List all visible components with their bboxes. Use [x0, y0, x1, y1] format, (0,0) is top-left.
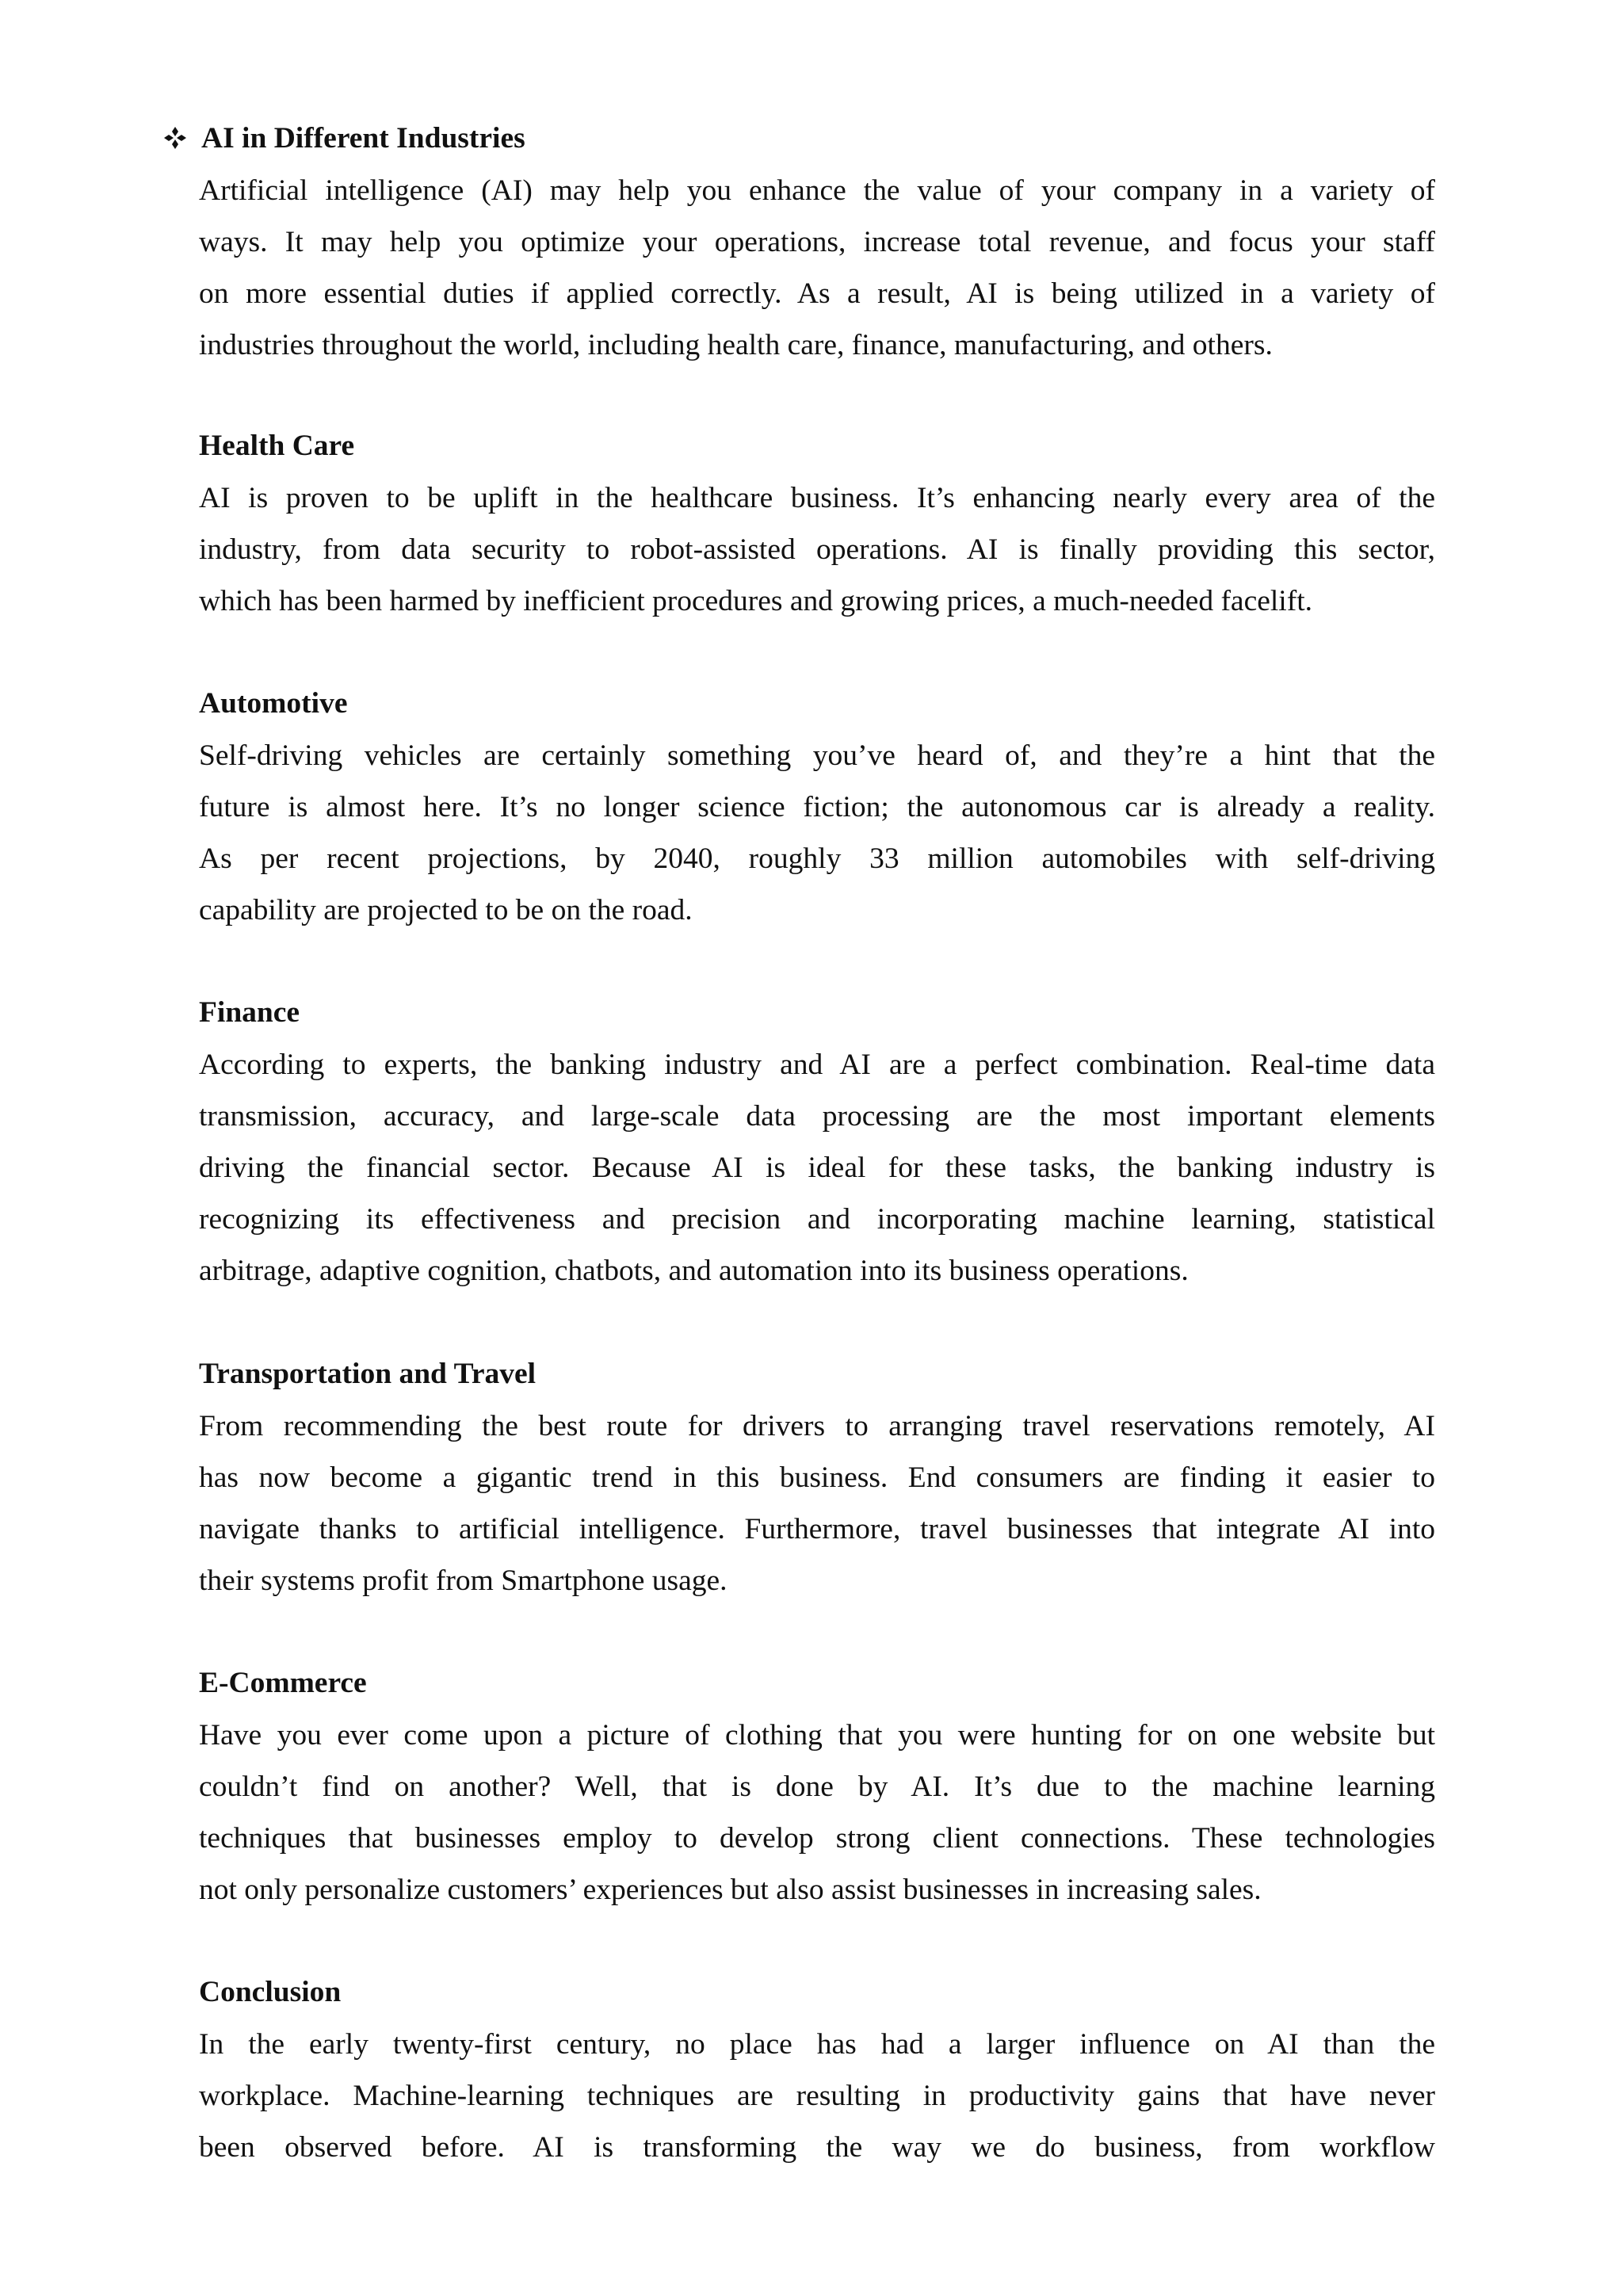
- section-title-health-care: Health Care: [199, 430, 355, 462]
- body-line: arbitrage, adaptive cognition, chatbots, and automation into its business operations.: [199, 1255, 1189, 1287]
- body-line: Self-driving vehicles are certainly something you’ve heard of, and they’re a hint that the: [199, 739, 1435, 772]
- main-heading-text: AI in Different Industries: [201, 121, 525, 155]
- intro-line: industries throughout the world, including health care, finance, manufacturing, and others.: [199, 329, 1273, 361]
- section-body-health-care: [199, 472, 1435, 627]
- body-line: couldn’t find on another? Well, that is done by AI. It’s due to the machine learning: [199, 1771, 1435, 1803]
- body-line: AI is proven to be uplift in the healthcare business. It’s enhancing nearly every area of the: [199, 482, 1435, 514]
- body-line: not only personalize customers’ experiences but also assist businesses in increasing sales.: [199, 1874, 1262, 1906]
- body-line: been observed before. AI is transforming the way we do business, from workflow: [199, 2131, 1435, 2164]
- body-line: which has been harmed by inefficient procedures and growing prices, a much-needed facelift.: [199, 585, 1312, 617]
- section-title-conclusion: Conclusion: [199, 1976, 342, 2008]
- body-line: recognizing its effectiveness and precision and incorporating machine learning, statistical: [199, 1203, 1435, 1236]
- section-body-conclusion: [199, 2019, 1435, 2173]
- intro-line: on more essential duties if applied correctly. As a result, AI is being utilized in a variety of: [199, 277, 1435, 310]
- body-line: driving the financial sector. Because AI is ideal for these tasks, the banking industry is: [199, 1152, 1435, 1184]
- body-line: their systems profit from Smartphone usage.: [199, 1564, 727, 1597]
- body-line: Have you ever come upon a picture of clothing that you were hunting for on one website but: [199, 1719, 1435, 1752]
- main-heading: [162, 116, 1445, 160]
- section-title-automotive: Automotive: [199, 687, 348, 720]
- section-title-finance: Finance: [199, 996, 300, 1029]
- body-line: navigate thanks to artificial intelligence. Furthermore, travel businesses that integrate AI into: [199, 1513, 1435, 1545]
- body-line: future is almost here. It’s no longer science fiction; the autonomous car is already a reality.: [199, 791, 1435, 823]
- section-body-transportation-travel: [199, 1400, 1435, 1606]
- body-line: techniques that businesses employ to develop strong client connections. These technologies: [199, 1822, 1435, 1855]
- intro-line: Artificial intelligence (AI) may help you enhance the value of your company in a variety of: [199, 174, 1435, 207]
- section-body-automotive: [199, 730, 1435, 936]
- section-title-e-commerce: E-Commerce: [199, 1667, 367, 1699]
- diamond-bullet-icon: [162, 124, 189, 151]
- section-body-e-commerce: [199, 1710, 1435, 1916]
- intro-line: ways. It may help you optimize your operations, increase total revenue, and focus your staff: [199, 226, 1435, 258]
- body-line: industry, from data security to robot-assisted operations. AI is finally providing this sector,: [199, 533, 1435, 566]
- body-line: As per recent projections, by 2040, roughly 33 million automobiles with self-driving: [199, 842, 1435, 875]
- section-title-transportation-travel: Transportation and Travel: [199, 1358, 537, 1390]
- body-line: In the early twenty-first century, no place has had a larger influence on AI than the: [199, 2028, 1435, 2061]
- intro-paragraph: [199, 165, 1435, 371]
- body-line: capability are projected to be on the road.: [199, 894, 693, 926]
- section-body-finance: [199, 1039, 1435, 1297]
- body-line: From recommending the best route for drivers to arranging travel reservations remotely, AI: [199, 1410, 1435, 1442]
- body-line: workplace. Machine-learning techniques are resulting in productivity gains that have never: [199, 2080, 1435, 2112]
- body-line: According to experts, the banking industry and AI are a perfect combination. Real-time data: [199, 1049, 1435, 1081]
- body-line: transmission, accuracy, and large-scale data processing are the most important elements: [199, 1100, 1435, 1133]
- body-line: has now become a gigantic trend in this business. End consumers are finding it easier to: [199, 1461, 1435, 1494]
